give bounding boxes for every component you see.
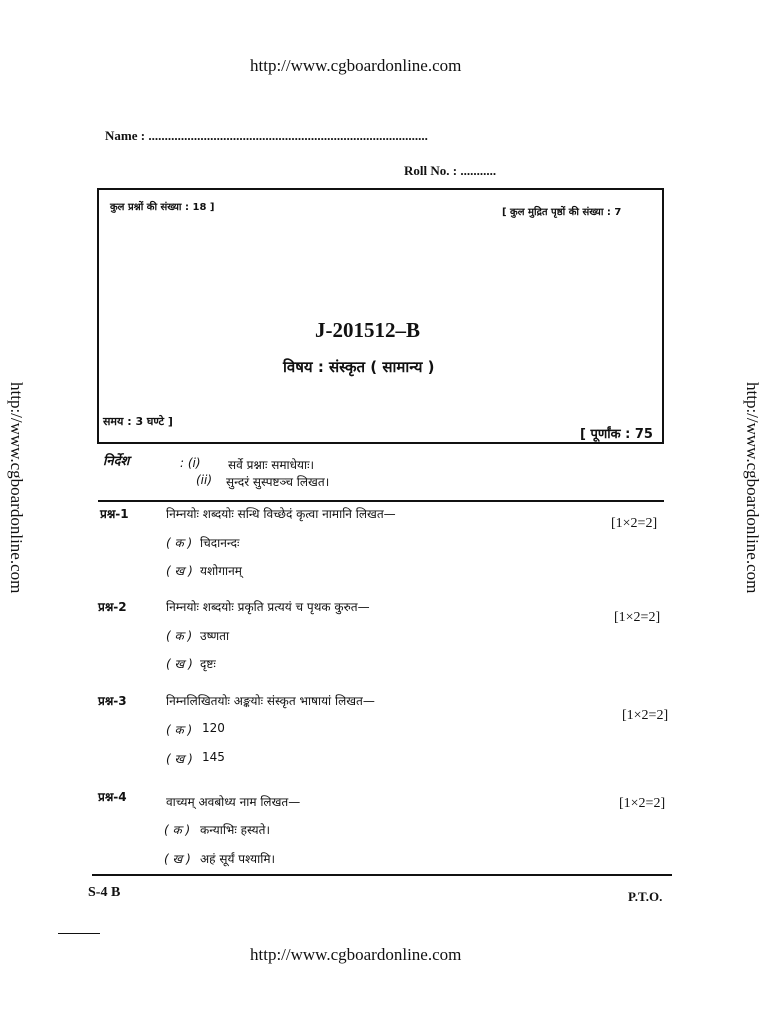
- max-marks: [ पूर्णांक : 75: [580, 427, 653, 442]
- instruction-1-text: सर्वे प्रश्नाः समाधेयाः।: [228, 458, 315, 472]
- exam-header-box: [97, 188, 664, 444]
- question-3-part-b-label: ( ख ): [166, 752, 193, 766]
- total-pages: [ कुल मुद्रित पृष्ठों की संख्या : 7: [502, 207, 622, 218]
- question-1-part-b-text: यशोगानम्: [200, 564, 242, 578]
- question-4-marks: [1×2=2]: [619, 796, 666, 811]
- question-3-part-a-text: 120: [202, 721, 225, 735]
- question-4-number: प्रश्न-4: [98, 790, 127, 804]
- stray-mark: [58, 933, 100, 934]
- question-2-part-b-text: दृष्टः: [200, 657, 216, 671]
- question-3-part-a-label: ( क ): [166, 723, 193, 737]
- instruction-1-number: : (i): [180, 456, 201, 470]
- instructions-label: निर्देश: [103, 454, 130, 469]
- footer-code: S-4 B: [88, 885, 121, 900]
- question-3-text: निम्नलिखितयोः अङ्कयोः संस्कृत भाषायां लिखत—: [166, 694, 375, 708]
- total-questions: कुल प्रश्नों की संख्या : 18 ]: [110, 202, 215, 213]
- question-3-number: प्रश्न-3: [98, 694, 127, 708]
- question-4-part-a-text: कन्याभिः हस्यते।: [200, 823, 270, 837]
- question-4-part-a-label: ( क ): [164, 823, 191, 837]
- question-2-part-a-label: ( क ): [166, 629, 193, 643]
- instructions-divider: [98, 500, 664, 502]
- question-3-part-b-text: 145: [202, 750, 225, 764]
- footer-pto: P.T.O.: [628, 889, 663, 904]
- question-1-marks: [1×2=2]: [611, 516, 658, 531]
- exam-time: समय : 3 घण्टे ]: [103, 415, 173, 428]
- question-3-marks: [1×2=2]: [622, 708, 669, 723]
- instruction-2-text: सुन्दरं सुस्पष्टञ्च लिखत।: [226, 475, 330, 489]
- question-1-part-a-label: ( क ): [166, 536, 193, 550]
- question-1-number: प्रश्न-1: [100, 507, 129, 521]
- instruction-2-number: (ii): [196, 473, 213, 487]
- question-4-part-b-label: ( ख ): [164, 852, 191, 866]
- question-1-text: निम्नयोः शब्दयोः सन्धि विच्छेदं कृत्वा नामानि लिखत—: [166, 507, 396, 521]
- footer-divider: [92, 874, 672, 876]
- question-2-marks: [1×2=2]: [614, 610, 661, 625]
- watermark-right: http://www.cgboardonline.com: [743, 382, 762, 594]
- paper-code: J-201512–B: [315, 318, 420, 342]
- watermark-bottom: http://www.cgboardonline.com: [250, 945, 462, 964]
- question-1-part-b-label: ( ख ): [166, 564, 193, 578]
- name-field: Name : ......................................................................................: [105, 128, 428, 143]
- question-2-number: प्रश्न-2: [98, 600, 127, 614]
- question-4-text: वाच्यम् अवबोध्य नाम लिखत—: [166, 795, 301, 809]
- question-2-part-b-label: ( ख ): [166, 657, 193, 671]
- watermark-top: http://www.cgboardonline.com: [250, 56, 462, 75]
- question-4-part-b-text: अहं सूर्यं पश्यामि।: [200, 852, 276, 866]
- question-2-part-a-text: उष्णता: [200, 629, 230, 643]
- question-1-part-a-text: चिदानन्दः: [200, 536, 240, 550]
- watermark-left: http://www.cgboardonline.com: [7, 382, 26, 594]
- question-2-text: निम्नयोः शब्दयोः प्रकृति प्रत्ययं च पृथक कुरुत—: [166, 600, 370, 614]
- roll-number-field: Roll No. : ...........: [404, 163, 497, 178]
- subject-title: विषय : संस्कृत ( सामान्य ): [283, 358, 435, 376]
